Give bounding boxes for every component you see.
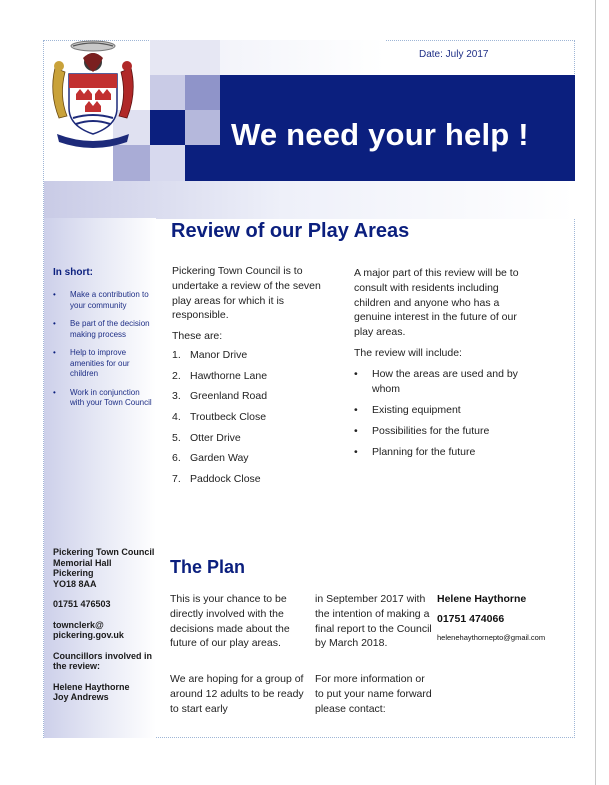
plan-paragraph-2: We are hoping for a group of around 12 adults to be ready to start early — [170, 673, 304, 715]
in-short-title: In short: — [53, 267, 93, 278]
bullet-icon: • — [53, 290, 56, 299]
list-item: 5. Otter Drive — [172, 431, 241, 444]
council-email-line1: townclerk@ — [53, 619, 104, 630]
header-gradient-band — [44, 181, 575, 219]
will-include-label: The review will include: — [354, 346, 462, 359]
bullet-icon: • — [53, 387, 56, 397]
plan-title: The Plan — [170, 557, 246, 577]
deco-square — [220, 40, 385, 75]
org-name: Pickering Town Council — [53, 547, 155, 557]
bullet-icon: • — [53, 319, 56, 328]
plan-paragraph-4: For more information or to put your name forward please contact: — [315, 673, 432, 715]
council-email-line2: pickering.gov.uk — [53, 630, 124, 640]
list-item: • Help to improve amenities for our children — [53, 348, 130, 378]
contact-email[interactable]: helenehaythornepto@gmail.com — [437, 633, 546, 642]
deco-square — [185, 110, 220, 145]
bullet-icon: • — [53, 348, 56, 357]
list-item: • Make a contribution to your community — [53, 290, 149, 310]
date-label: Date: July 2017 — [419, 49, 489, 60]
councillors-label: Councillors involved in the review: — [53, 650, 153, 671]
list-item: • Planning for the future — [354, 445, 476, 458]
review-includes-list — [354, 367, 524, 466]
council-phone: 01751 476503 — [53, 599, 111, 609]
coat-of-arms-logo — [43, 38, 143, 153]
consult-paragraph: A major part of this review will be to consult with residents including children and anyone who has a genuine interest in the future of our play areas. — [354, 267, 519, 339]
intro-paragraph: Pickering Town Council is to undertake a review of the seven play areas for which it is responsible. — [172, 265, 321, 322]
list-item: 3. Greenland Road — [172, 390, 268, 403]
list-item: • Possibilities for the future — [354, 424, 490, 437]
list-item: 4. Troutbeck Close — [172, 411, 267, 424]
councillor-name: Helene Haythorne — [53, 681, 130, 692]
list-item: 1. Manor Drive — [172, 349, 248, 361]
deco-square — [185, 75, 220, 110]
list-item: • Work in conjunction with your Town Council — [53, 387, 152, 407]
page-headline: We need your help ! — [231, 117, 529, 152]
plan-paragraph-1: This is your chance to be directly involved with the decisions made about the future of our play areas. — [170, 593, 290, 650]
deco-square — [150, 40, 220, 75]
councillor-name: Joy Andrews — [53, 692, 109, 702]
list-item: • Existing equipment — [354, 403, 461, 416]
list-item: • Be part of the decision making process — [53, 319, 150, 339]
contact-name: Helene Haythorne — [437, 593, 527, 605]
list-item: • How the areas are used and by whom — [354, 368, 518, 395]
list-item: 6. Garden Way — [172, 452, 249, 465]
postcode: YO18 8AA — [53, 578, 97, 589]
bullet-icon: • — [354, 403, 358, 416]
window-edge — [595, 0, 596, 785]
review-title: Review of our Play Areas — [171, 220, 410, 242]
town-name: Pickering — [53, 568, 94, 578]
these-are-label: These are: — [172, 330, 223, 343]
council-contact — [53, 547, 163, 703]
list-item: 2. Hawthorne Lane — [172, 369, 268, 382]
review-consult — [354, 266, 524, 361]
bullet-icon: • — [354, 445, 358, 458]
contact-phone: 01751 474066 — [437, 613, 505, 625]
bullet-icon: • — [354, 424, 358, 437]
bullet-icon: • — [354, 368, 358, 380]
deco-square — [150, 145, 185, 181]
list-item: 7. Paddock Close — [172, 473, 261, 486]
review-intro — [172, 264, 322, 344]
hall-name: Memorial Hall — [53, 557, 112, 568]
play-areas-list — [172, 349, 267, 494]
in-short-list — [53, 290, 153, 417]
plan-paragraph-3: in September 2017 with the intention of making a final report to the Council by March 2018. — [315, 593, 432, 650]
